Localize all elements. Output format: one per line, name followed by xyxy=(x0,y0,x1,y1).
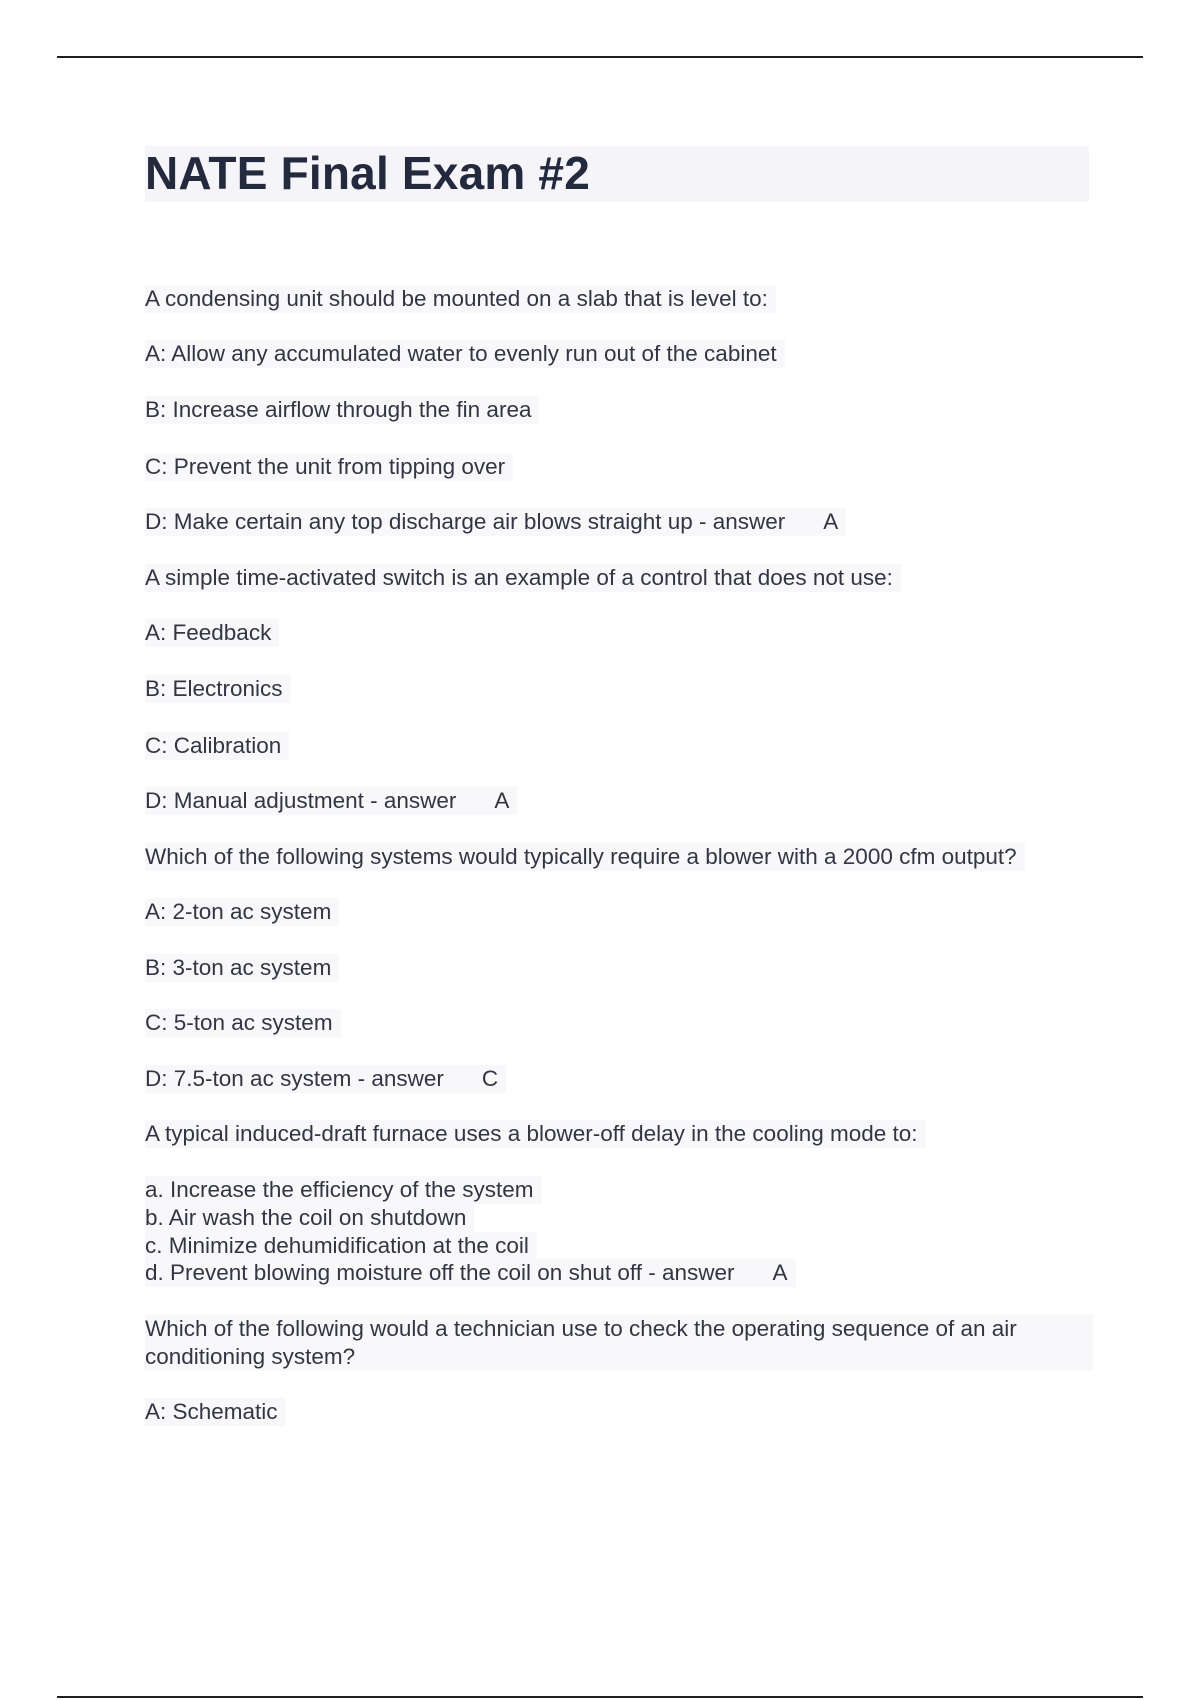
answer-key: C xyxy=(481,1066,499,1091)
answer-option: C: Calibration xyxy=(145,732,289,760)
answer-key: A xyxy=(823,509,839,534)
answer-option-text: D: Make certain any top discharge air blows straight up - answer xyxy=(145,509,786,534)
answer-option-with-key xyxy=(145,1065,506,1093)
answer-option: B: Increase airflow through the fin area xyxy=(145,396,539,424)
answer-option-with-key xyxy=(145,1259,796,1287)
question-prompt: A condensing unit should be mounted on a slab that is level to: xyxy=(145,285,776,313)
answer-option: B: Electronics xyxy=(145,675,291,703)
answer-option-text: d. Prevent blowing moisture off the coil on shut off - answer xyxy=(145,1260,735,1285)
answer-option: c. Minimize dehumidification at the coil xyxy=(145,1232,537,1260)
answer-option: C: 5-ton ac system xyxy=(145,1009,341,1037)
answer-option: A: Schematic xyxy=(145,1398,286,1426)
answer-key: A xyxy=(772,1260,788,1285)
bottom-divider xyxy=(57,1696,1143,1698)
answer-option: A: Allow any accumulated water to evenly run out of the cabinet xyxy=(145,340,785,368)
answer-option: a. Increase the efficiency of the system xyxy=(145,1176,542,1204)
answer-option-text: D: Manual adjustment - answer xyxy=(145,788,457,813)
answer-option-text: D: 7.5-ton ac system - answer xyxy=(145,1066,444,1091)
question-prompt: A typical induced-draft furnace uses a blower-off delay in the cooling mode to: xyxy=(145,1120,926,1148)
top-divider xyxy=(57,56,1143,58)
page-title: NATE Final Exam #2 xyxy=(145,147,591,199)
answer-option-with-key xyxy=(145,508,846,536)
question-prompt: Which of the following systems would typically require a blower with a 2000 cfm output? xyxy=(145,843,1025,871)
question-prompt: A simple time-activated switch is an example of a control that does not use: xyxy=(145,564,901,592)
question-prompt: Which of the following would a technician use to check the operating sequence of an air conditioning system? xyxy=(145,1315,1093,1371)
answer-option: A: Feedback xyxy=(145,619,279,647)
answer-option: B: 3-ton ac system xyxy=(145,954,339,982)
answer-option: A: 2-ton ac system xyxy=(145,898,339,926)
answer-option-with-key xyxy=(145,787,517,815)
answer-option: b. Air wash the coil on shutdown xyxy=(145,1204,474,1232)
answer-option: C: Prevent the unit from tipping over xyxy=(145,453,513,481)
answer-key: A xyxy=(494,788,510,813)
